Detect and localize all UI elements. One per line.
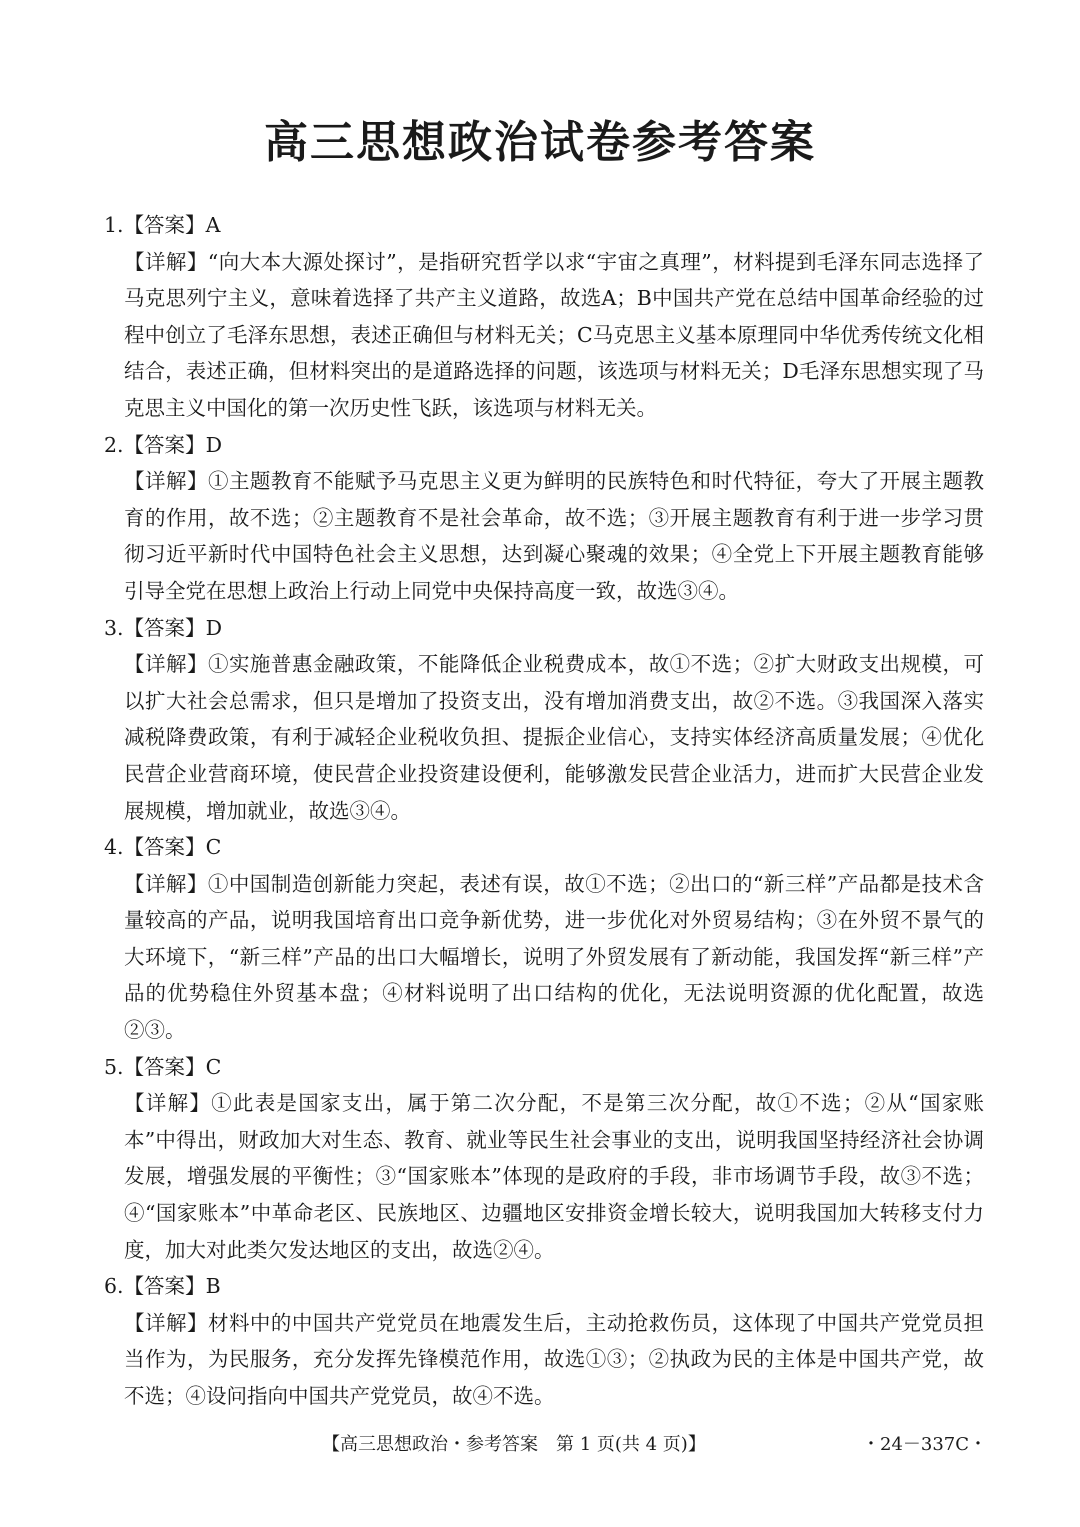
- answer-tag: 【答案】: [123, 213, 206, 237]
- question-number: 5.: [104, 1054, 124, 1079]
- explanation-tag: 【详解】: [124, 469, 208, 494]
- answer-line: [104, 1049, 984, 1086]
- explanation: [104, 463, 984, 609]
- answer-line: [104, 427, 984, 464]
- answer-line: [104, 207, 984, 244]
- page-title: 高三思想政治试卷参考答案: [264, 117, 816, 168]
- explanation-tag: 【详解】: [124, 1091, 212, 1116]
- question-number: 2.: [104, 432, 124, 457]
- answer-value: A: [205, 213, 221, 237]
- answer-tag: 【答案】: [123, 1054, 206, 1079]
- answer-tag: 【答案】: [123, 1274, 206, 1299]
- page-footer: [0, 1430, 1080, 1460]
- answer-line: [104, 610, 984, 647]
- question-number: 3.: [104, 615, 124, 640]
- answer-tag: 【答案】: [123, 615, 206, 640]
- answer-line: [104, 829, 984, 866]
- question-number: 1.: [104, 213, 124, 237]
- explanation-tag: 【详解】: [124, 249, 208, 274]
- explanation-text: ①主题教育不能赋予马克思主义更为鲜明的民族特色和时代特征，夸大了开展主题教育的作用，故不选；②主题教育不是社会革命，故不选；③开展主题教育有利于进一步学习贯彻习近平新时代中国特色社会主义思想，达到凝心聚魂的效果；④全党上下开展主题教育能够引导全党在思想上政治上行动上同党中央保持高度一致，故选③④。: [124, 469, 985, 603]
- explanation: [104, 866, 984, 1049]
- answer-list: [104, 207, 984, 1415]
- question-number: 4.: [104, 835, 124, 860]
- answer-item-4: [104, 829, 984, 1049]
- answer-tag: 【答案】: [123, 432, 206, 457]
- answer-tag: 【答案】: [123, 835, 206, 860]
- answer-value: C: [205, 1054, 222, 1079]
- explanation: [104, 244, 984, 427]
- footer-page-info: 【高三思想政治・参考答案 第 1 页(共 4 页)】: [322, 1434, 706, 1455]
- explanation: [104, 1085, 984, 1268]
- answer-item-2: [104, 427, 984, 610]
- answer-value: D: [205, 432, 222, 457]
- explanation: [104, 646, 984, 829]
- explanation-tag: 【详解】: [124, 871, 208, 896]
- footer-paper-code: ・24－337C・: [862, 1434, 988, 1455]
- answer-value: D: [205, 615, 222, 640]
- explanation-tag: 【详解】: [124, 652, 208, 677]
- answer-value: B: [205, 1274, 221, 1299]
- answer-line: [104, 1268, 984, 1305]
- answer-item-5: [104, 1049, 984, 1269]
- explanation-tag: 【详解】: [124, 1310, 208, 1335]
- explanation-text: ①实施普惠金融政策，不能降低企业税费成本，故①不选；②扩大财政支出规模，可以扩大社会总需求，但只是增加了投资支出，没有增加消费支出，故②不选。③我国深入落实减税降费政策，有利于减轻企业税收负担、提振企业信心，支持实体经济高质量发展；④优化民营企业营商环境，使民营企业投资建设便利，能够激发民营企业活力，进而扩大民营企业发展规模，增加就业，故选③④。: [124, 652, 985, 823]
- answer-value: C: [205, 835, 222, 860]
- explanation: [104, 1305, 984, 1415]
- answer-item-1: [104, 207, 984, 427]
- answer-item-3: [104, 610, 984, 830]
- explanation-text: ①此表是国家支出，属于第二次分配，不是第三次分配，故①不选；②从“国家账本”中得出，财政加大对生态、教育、就业等民生社会事业的支出，说明我国坚持经济社会协调发展，增强发展的平衡性；③“国家账本”体现的是政府的手段，非市场调节手段，故③不选；④“国家账本”中革命老区、民族地区、边疆地区安排资金增长较大，说明我国加大转移支付力度，加大对此类欠发达地区的支出，故选②④。: [124, 1091, 985, 1262]
- explanation-text: “向大本大源处探讨”，是指研究哲学以求“宇宙之真理”，材料提到毛泽东同志选择了马克思列宁主义，意味着选择了共产主义道路，故选A；B中国共产党在总结中国革命经验的过程中创立了毛泽东思想，表述正确但与材料无关；C马克思主义基本原理同中华优秀传统文化相结合，表述正确，但材料突出的是道路选择的问题，该选项与材料无关；D毛泽东思想实现了马克思主义中国化的第一次历史性飞跃，该选项与材料无关。: [124, 249, 985, 420]
- answer-item-6: [104, 1268, 984, 1414]
- explanation-text: 材料中的中国共产党党员在地震发生后，主动抢救伤员，这体现了中国共产党党员担当作为，为民服务，充分发挥先锋模范作用，故选①③；②执政为民的主体是中国共产党，故不选；④设问指向中国共产党党员，故④不选。: [124, 1310, 985, 1408]
- question-number: 6.: [104, 1274, 124, 1299]
- explanation-text: ①中国制造创新能力突起，表述有误，故①不选；②出口的“新三样”产品都是技术含量较高的产品，说明我国培育出口竞争新优势，进一步优化对外贸易结构；③在外贸不景气的大环境下，“新三样”产品的出口大幅增长，说明了外贸发展有了新动能，我国发挥“新三样”产品的优势稳住外贸基本盘；④材料说明了出口结构的优化，无法说明资源的优化配置，故选②③。: [124, 871, 984, 1043]
